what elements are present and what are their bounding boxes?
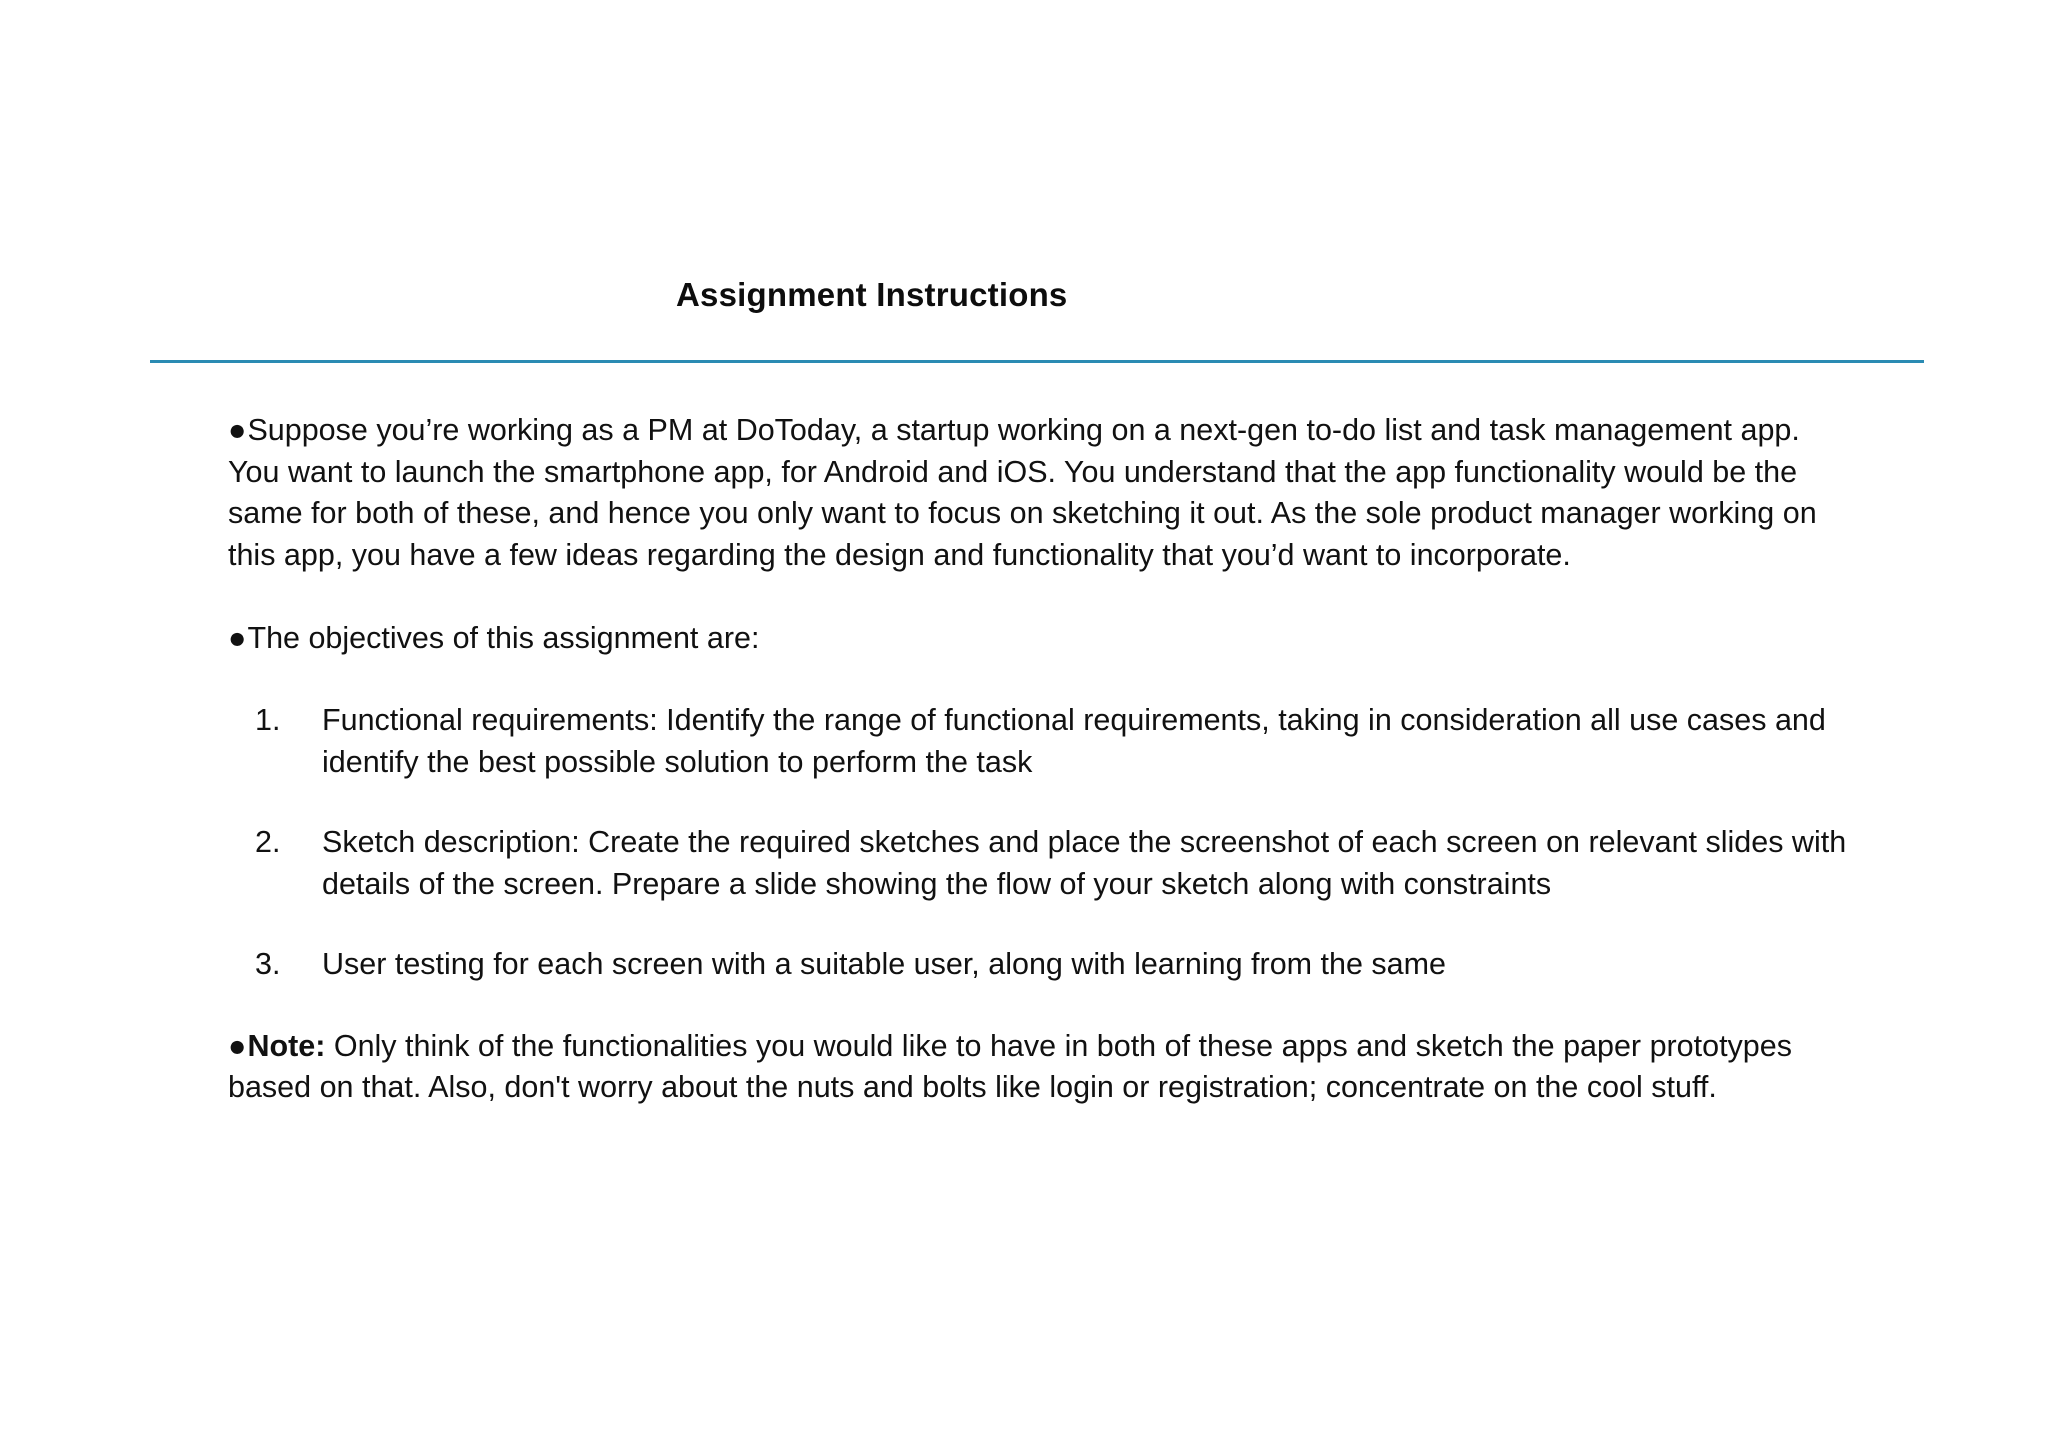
- bullet-icon: ●: [228, 1028, 247, 1063]
- list-item-number: 1.: [255, 703, 281, 737]
- list-item-number: 3.: [255, 947, 281, 981]
- note-paragraph: [228, 1026, 1848, 1109]
- slide-title: Assignment Instructions: [676, 276, 1068, 313]
- objectives-list: [228, 700, 1848, 986]
- intro-text: Suppose you’re working as a PM at DoToday, a startup working on a next-gen to-do list and task management app. You want to launch the smartphone app, for Android and iOS. You understand that the app functionality would be the same for both of these, and hence you only want to focus on sketching it out. As the sole product manager working on this app, you have a few ideas regarding the design and functionality that you’d want to incorporate.: [228, 413, 1817, 572]
- bullet-icon: ●: [228, 413, 247, 447]
- objectives-heading-text: The objectives of this assignment are:: [247, 620, 760, 655]
- bullet-icon: ●: [228, 620, 247, 655]
- list-item: [228, 944, 1848, 986]
- list-item: [228, 700, 1848, 783]
- title-divider: [150, 360, 1924, 363]
- objectives-heading: [228, 618, 1848, 660]
- list-item-number: 2.: [255, 825, 281, 859]
- slide-content: [228, 410, 1848, 1109]
- note-text: Only think of the functionalities you would like to have in both of these apps and sketch the paper prototypes based on that. Also, don't worry about the nuts and bolts like login or registration; concentrate on the cool stuff.: [228, 1028, 1792, 1104]
- note-label: Note:: [247, 1028, 326, 1063]
- list-item-text: Sketch description: Create the required sketches and place the screenshot of each screen on relevant slides with details of the screen. Prepare a slide showing the flow of your sketch along with constraints: [322, 825, 1847, 901]
- list-item: [228, 822, 1848, 905]
- list-item-text: User testing for each screen with a suitable user, along with learning from the same: [322, 947, 1446, 981]
- intro-paragraph: [228, 410, 1848, 576]
- list-item-text: Functional requirements: Identify the range of functional requirements, taking in consideration all use cases and identify the best possible solution to perform the task: [322, 703, 1826, 779]
